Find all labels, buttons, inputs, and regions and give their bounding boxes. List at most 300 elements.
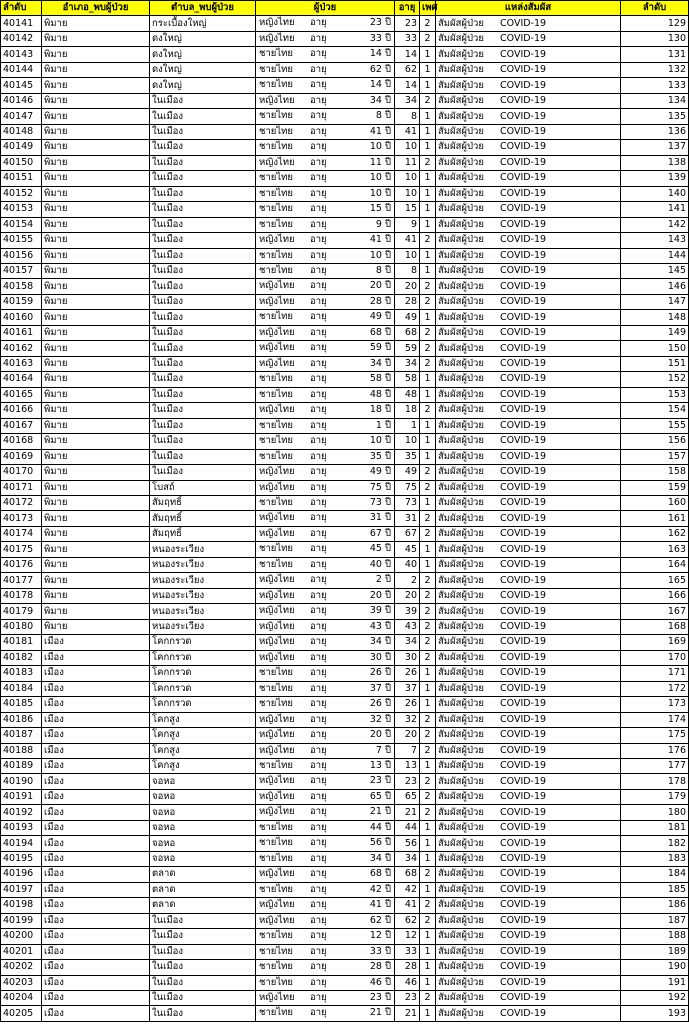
source-contact: สัมผัสผู้ป่วย: [438, 791, 484, 803]
patient-age-label: อายุ: [310, 698, 327, 710]
cell-patient: [256, 712, 395, 727]
cell-seq: 153: [621, 387, 689, 402]
table-row: [1, 635, 689, 650]
source-contact: สัมผัสผู้ป่วย: [438, 125, 484, 137]
cell-sex: 1: [420, 496, 436, 511]
patient-age-value: 12: [369, 930, 382, 942]
patient-gender: หญิงไทย: [259, 234, 295, 246]
patient-age-label: อายุ: [310, 48, 327, 60]
cell-subdistrict: ในเมือง: [150, 975, 256, 990]
cell-seq: 140: [621, 186, 689, 201]
cell-source: [436, 944, 621, 959]
patient-age-value: 11: [369, 156, 382, 168]
source-disease: COVID-19: [500, 265, 547, 277]
patient-year-label: ปี: [384, 806, 391, 818]
cell-age: 49: [395, 465, 420, 480]
patient-year-label: ปี: [384, 775, 391, 787]
patient-age-years: [370, 929, 391, 943]
patient-gender: หญิงไทย: [259, 775, 295, 787]
patient-gender: หญิงไทย: [259, 295, 295, 307]
cell-sex: 2: [420, 526, 436, 541]
cell-sex: 1: [420, 851, 436, 866]
table-row: [1, 387, 689, 402]
patient-gender: หญิงไทย: [259, 512, 295, 524]
source-disease: COVID-19: [500, 48, 547, 60]
patient-age-value: 34: [369, 94, 382, 106]
cell-age: 8: [395, 263, 420, 278]
cell-subdistrict: โคกสูง: [150, 712, 256, 727]
patient-year-label: ปี: [384, 326, 391, 338]
cell-sex: 2: [420, 356, 436, 371]
source-disease: COVID-19: [500, 868, 547, 880]
cell-sex: 2: [420, 155, 436, 170]
cell-district: เมือง: [42, 697, 150, 712]
cell-id: 40178: [1, 588, 42, 603]
cell-id: 40191: [1, 789, 42, 804]
cell-source: [436, 356, 621, 371]
patient-gender: ชายไทย: [259, 125, 293, 137]
source-disease: COVID-19: [500, 141, 547, 153]
source-contact: สัมผัสผู้ป่วย: [438, 512, 484, 524]
cell-district: เมือง: [42, 882, 150, 897]
cell-id: 40156: [1, 248, 42, 263]
patient-age-label: อายุ: [310, 1007, 327, 1019]
source-disease: COVID-19: [500, 249, 547, 261]
cell-subdistrict: สัมฤทธิ์: [150, 526, 256, 541]
cell-patient: [256, 697, 395, 712]
patient-year-label: ปี: [384, 1007, 391, 1019]
patient-age-years: [370, 310, 391, 324]
patient-age-years: [370, 620, 391, 634]
patient-age-value: 33: [369, 945, 382, 957]
patient-year-label: ปี: [384, 744, 391, 756]
table-row: [1, 403, 689, 418]
cell-seq: 154: [621, 403, 689, 418]
cell-sex: 2: [420, 16, 436, 31]
cell-sex: 2: [420, 403, 436, 418]
patient-age-years: [370, 960, 391, 974]
cell-seq: 136: [621, 124, 689, 139]
source-disease: COVID-19: [500, 388, 547, 400]
cell-id: 40148: [1, 124, 42, 139]
cell-id: 40186: [1, 712, 42, 727]
cell-id: 40167: [1, 418, 42, 433]
table-row: [1, 47, 689, 62]
cell-sex: 2: [420, 341, 436, 356]
source-disease: COVID-19: [500, 156, 547, 168]
cell-subdistrict: หนองระเวียง: [150, 557, 256, 572]
patient-age-label: อายุ: [310, 249, 327, 261]
table-row: [1, 78, 689, 93]
cell-sex: 2: [420, 465, 436, 480]
patient-year-label: ปี: [384, 558, 391, 570]
patient-age-value: 59: [369, 342, 382, 354]
cell-subdistrict: กระเบื้องใหญ่: [150, 16, 256, 31]
patient-age-label: อายุ: [310, 667, 327, 679]
patient-age-label: อายุ: [310, 883, 327, 895]
source-contact: สัมผัสผู้ป่วย: [438, 713, 484, 725]
patient-year-label: ปี: [384, 914, 391, 926]
cell-district: พิมาย: [42, 511, 150, 526]
cell-subdistrict: ในเมือง: [150, 171, 256, 186]
cell-source: [436, 929, 621, 944]
cell-id: 40164: [1, 372, 42, 387]
cell-district: พิมาย: [42, 310, 150, 325]
source-contact: สัมผัสผู้ป่วย: [438, 651, 484, 663]
cell-sex: 2: [420, 743, 436, 758]
patient-age-label: อายุ: [310, 976, 327, 988]
patient-gender: ชายไทย: [259, 759, 293, 771]
source-disease: COVID-19: [500, 682, 547, 694]
patient-age-years: [370, 898, 391, 912]
patient-gender: หญิงไทย: [259, 357, 295, 369]
patient-age-label: อายุ: [310, 218, 327, 230]
patient-age-label: อายุ: [310, 280, 327, 292]
cell-sex: 1: [420, 263, 436, 278]
patient-gender: ชายไทย: [259, 141, 293, 153]
cell-district: เมือง: [42, 836, 150, 851]
source-contact: สัมผัสผู้ป่วย: [438, 79, 484, 91]
patient-year-label: ปี: [384, 481, 391, 493]
cell-source: [436, 542, 621, 557]
cell-age: 10: [395, 434, 420, 449]
cell-id: 40172: [1, 496, 42, 511]
cell-source: [436, 666, 621, 681]
cell-patient: [256, 403, 395, 418]
patient-gender: หญิงไทย: [259, 527, 295, 539]
source-contact: สัมผัสผู้ป่วย: [438, 64, 484, 76]
patient-year-label: ปี: [384, 280, 391, 292]
patient-age-years: [376, 573, 391, 587]
cell-sex: 2: [420, 728, 436, 743]
cell-id: 40201: [1, 944, 42, 959]
source-disease: COVID-19: [500, 187, 547, 199]
cell-sex: 1: [420, 449, 436, 464]
patient-year-label: ปี: [384, 249, 391, 261]
cell-seq: 183: [621, 851, 689, 866]
patient-age-value: 67: [369, 527, 382, 539]
patient-age-value: 31: [369, 512, 382, 524]
patient-age-label: อายุ: [310, 32, 327, 44]
cell-age: 40: [395, 557, 420, 572]
source-contact: สัมผัสผู้ป่วย: [438, 156, 484, 168]
cell-id: 40203: [1, 975, 42, 990]
table-row: [1, 93, 689, 108]
cell-seq: 142: [621, 217, 689, 232]
cell-patient: [256, 16, 395, 31]
cell-sex: 1: [420, 418, 436, 433]
patient-age-value: 75: [369, 481, 382, 493]
cell-age: 48: [395, 387, 420, 402]
cell-subdistrict: ในเมือง: [150, 325, 256, 340]
source-disease: COVID-19: [500, 528, 547, 540]
table-row: [1, 944, 689, 959]
cell-seq: 144: [621, 248, 689, 263]
cell-sex: 2: [420, 712, 436, 727]
source-contact: สัมผัสผู้ป่วย: [438, 311, 484, 323]
cell-age: 23: [395, 16, 420, 31]
cell-age: 15: [395, 202, 420, 217]
cell-age: 18: [395, 403, 420, 418]
cell-id: 40145: [1, 78, 42, 93]
patient-age-label: อายุ: [310, 961, 327, 973]
patient-age-value: 2: [375, 574, 382, 586]
cell-district: พิมาย: [42, 341, 150, 356]
cell-district: พิมาย: [42, 434, 150, 449]
cell-source: [436, 1006, 621, 1021]
patient-age-value: 68: [369, 326, 382, 338]
patient-year-label: ปี: [384, 605, 391, 617]
source-disease: COVID-19: [500, 976, 547, 988]
cell-source: [436, 294, 621, 309]
patient-year-label: ปี: [384, 713, 391, 725]
cell-age: 28: [395, 960, 420, 975]
patient-age-value: 18: [369, 404, 382, 416]
patient-age-label: อายุ: [310, 589, 327, 601]
source-contact: สัมผัสผู้ป่วย: [438, 590, 484, 602]
cell-sex: 1: [420, 202, 436, 217]
cell-source: [436, 758, 621, 773]
patient-age-label: อายุ: [310, 558, 327, 570]
patient-age-label: อายุ: [310, 543, 327, 555]
cell-patient: [256, 93, 395, 108]
cell-seq: 164: [621, 557, 689, 572]
source-contact: สัมผัสผู้ป่วย: [438, 945, 484, 957]
patient-age-value: 41: [369, 899, 382, 911]
cell-sex: 2: [420, 789, 436, 804]
cell-sex: 1: [420, 975, 436, 990]
cell-subdistrict: โคกกรวด: [150, 666, 256, 681]
cell-subdistrict: โคกสูง: [150, 728, 256, 743]
patient-age-value: 23: [369, 17, 382, 29]
table-row: [1, 898, 689, 913]
table-row: [1, 202, 689, 217]
cell-patient: [256, 774, 395, 789]
patient-gender: ชายไทย: [259, 821, 293, 833]
source-contact: สัมผัสผู้ป่วย: [438, 17, 484, 29]
patient-gender: หญิงไทย: [259, 914, 295, 926]
source-contact: สัมผัสผู้ป่วย: [438, 976, 484, 988]
source-disease: COVID-19: [500, 450, 547, 462]
cell-patient: [256, 913, 395, 928]
source-contact: สัมผัสผู้ป่วย: [438, 280, 484, 292]
cell-subdistrict: ในเมือง: [150, 449, 256, 464]
patient-gender: ชายไทย: [259, 249, 293, 261]
cell-seq: 138: [621, 155, 689, 170]
cell-patient: [256, 263, 395, 278]
cell-seq: 130: [621, 31, 689, 46]
source-disease: COVID-19: [500, 930, 547, 942]
cell-source: [436, 511, 621, 526]
patient-age-years: [370, 682, 391, 696]
cell-age: 43: [395, 619, 420, 634]
patient-year-label: ปี: [384, 497, 391, 508]
cell-id: 40202: [1, 960, 42, 975]
cell-seq: 129: [621, 16, 689, 31]
patient-gender: หญิงไทย: [259, 605, 295, 617]
cell-id: 40163: [1, 356, 42, 371]
cell-patient: [256, 557, 395, 572]
patient-year-label: ปี: [384, 17, 391, 29]
patient-age-value: 49: [369, 311, 382, 323]
cell-age: 11: [395, 155, 420, 170]
patient-age-years: [370, 295, 391, 309]
cell-source: [436, 820, 621, 835]
cell-source: [436, 496, 621, 511]
cell-sex: 1: [420, 929, 436, 944]
patient-age-years: [370, 527, 391, 541]
patient-gender: หญิงไทย: [259, 94, 295, 106]
header-id: ลำดับ: [1, 1, 42, 16]
source-contact: สัมผัสผู้ป่วย: [438, 481, 484, 493]
cell-age: 67: [395, 526, 420, 541]
patient-gender: หญิงไทย: [259, 868, 295, 880]
table-row: [1, 728, 689, 743]
patient-age-label: อายุ: [310, 357, 327, 369]
cell-seq: 191: [621, 975, 689, 990]
source-contact: สัมผัสผู้ป่วย: [438, 729, 484, 741]
cell-district: พิมาย: [42, 449, 150, 464]
cell-source: [436, 681, 621, 696]
cell-district: พิมาย: [42, 387, 150, 402]
cell-source: [436, 960, 621, 975]
patient-age-years: [370, 341, 391, 355]
cell-id: 40177: [1, 573, 42, 588]
patient-year-label: ปี: [384, 636, 391, 648]
patient-year-label: ปี: [384, 264, 391, 276]
cell-age: 13: [395, 758, 420, 773]
patient-age-label: อายุ: [310, 806, 327, 818]
patient-age-years: [370, 279, 391, 293]
cell-sex: 2: [420, 279, 436, 294]
patient-age-label: อายุ: [310, 187, 327, 199]
source-contact: สัมผัสผู้ป่วย: [438, 95, 484, 107]
cell-patient: [256, 542, 395, 557]
patient-age-label: อายุ: [310, 481, 327, 493]
patient-age-label: อายุ: [310, 868, 327, 880]
patient-age-years: [370, 697, 391, 711]
cell-subdistrict: ในเมือง: [150, 155, 256, 170]
cell-source: [436, 434, 621, 449]
cell-age: 30: [395, 650, 420, 665]
cell-id: 40166: [1, 403, 42, 418]
source-disease: COVID-19: [500, 651, 547, 663]
cell-age: 62: [395, 62, 420, 77]
patient-age-years: [370, 496, 391, 510]
patient-age-label: อายุ: [310, 759, 327, 771]
patient-age-value: 10: [369, 249, 382, 261]
cell-subdistrict: ในเมือง: [150, 186, 256, 201]
cell-subdistrict: จอหอ: [150, 851, 256, 866]
cell-district: เมือง: [42, 913, 150, 928]
patient-age-value: 14: [369, 48, 382, 60]
cell-seq: 181: [621, 820, 689, 835]
patient-age-label: อายุ: [310, 821, 327, 833]
cell-patient: [256, 929, 395, 944]
source-contact: สัมผัสผู้ป่วย: [438, 48, 484, 60]
cell-id: 40182: [1, 650, 42, 665]
cell-seq: 145: [621, 263, 689, 278]
cell-subdistrict: ในเมือง: [150, 109, 256, 124]
patient-age-label: อายุ: [310, 63, 327, 75]
source-disease: COVID-19: [500, 218, 547, 230]
table-row: [1, 356, 689, 371]
patient-gender: หญิงไทย: [259, 156, 295, 168]
cell-id: 40181: [1, 635, 42, 650]
cell-patient: [256, 836, 395, 851]
cell-subdistrict: สัมฤทธิ์: [150, 496, 256, 511]
cell-id: 40180: [1, 619, 42, 634]
patient-age-years: [370, 94, 391, 108]
cell-id: 40198: [1, 898, 42, 913]
cell-seq: 149: [621, 325, 689, 340]
patient-age-years: [370, 805, 391, 819]
cell-seq: 190: [621, 960, 689, 975]
cell-seq: 175: [621, 728, 689, 743]
patient-gender: หญิงไทย: [259, 790, 295, 802]
patient-gender: หญิงไทย: [259, 326, 295, 338]
source-disease: COVID-19: [500, 698, 547, 710]
patient-gender: ชายไทย: [259, 373, 293, 385]
patient-year-label: ปี: [384, 821, 391, 833]
cell-age: 7: [395, 743, 420, 758]
cell-source: [436, 588, 621, 603]
patient-age-years: [370, 32, 391, 46]
cell-patient: [256, 418, 395, 433]
patient-year-label: ปี: [384, 125, 391, 137]
cell-source: [436, 913, 621, 928]
patient-age-years: [370, 233, 391, 247]
cell-patient: [256, 743, 395, 758]
patient-gender: ชายไทย: [259, 961, 293, 973]
patient-age-value: 23: [369, 992, 382, 1003]
cell-sex: 1: [420, 171, 436, 186]
source-disease: COVID-19: [500, 992, 547, 1004]
cell-age: 32: [395, 712, 420, 727]
cell-source: [436, 310, 621, 325]
table-row: [1, 124, 689, 139]
cell-source: [436, 124, 621, 139]
patient-age-label: อายุ: [310, 79, 327, 91]
cell-sex: 1: [420, 78, 436, 93]
cell-id: 40154: [1, 217, 42, 232]
cell-age: 41: [395, 233, 420, 248]
cell-seq: 147: [621, 294, 689, 309]
cell-district: พิมาย: [42, 294, 150, 309]
cell-sex: 1: [420, 372, 436, 387]
cell-age: 62: [395, 913, 420, 928]
source-disease: COVID-19: [500, 125, 547, 137]
cell-age: 37: [395, 681, 420, 696]
cell-age: 21: [395, 805, 420, 820]
patient-age-label: อายุ: [310, 945, 327, 957]
table-row: [1, 789, 689, 804]
cell-age: 8: [395, 109, 420, 124]
cell-age: 33: [395, 31, 420, 46]
cell-sex: 1: [420, 820, 436, 835]
cell-subdistrict: ดงใหญ่: [150, 31, 256, 46]
cell-patient: [256, 62, 395, 77]
patient-age-years: [370, 450, 391, 464]
cell-sex: 2: [420, 480, 436, 495]
cell-district: พิมาย: [42, 542, 150, 557]
cell-district: พิมาย: [42, 372, 150, 387]
cell-seq: 132: [621, 62, 689, 77]
table-row: [1, 217, 689, 232]
cell-patient: [256, 31, 395, 46]
cell-source: [436, 186, 621, 201]
source-disease: COVID-19: [500, 203, 547, 215]
